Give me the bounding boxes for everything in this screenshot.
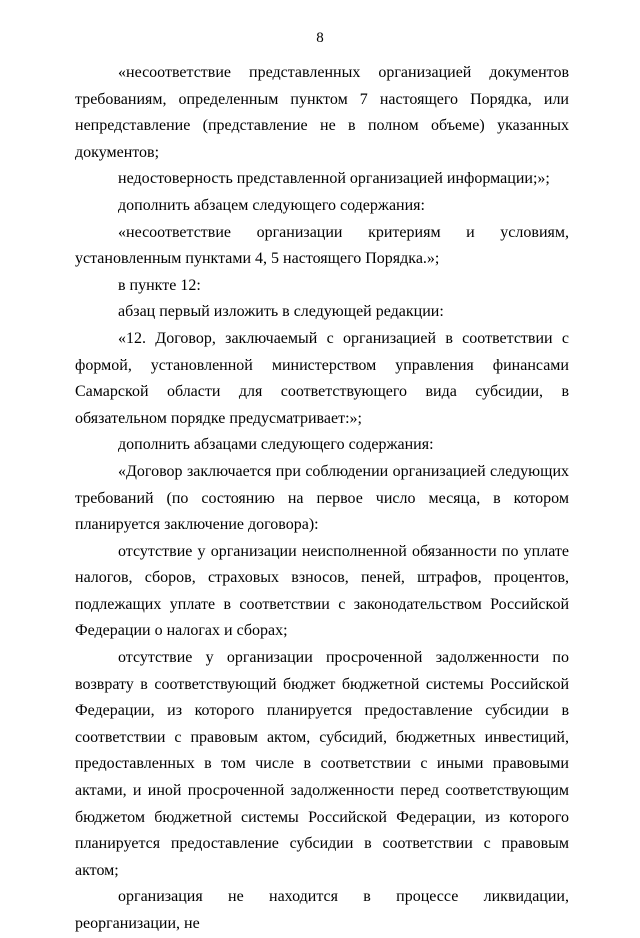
- paragraph: отсутствие у организации неисполненной обязанности по уплате налогов, сборов, страховых взносов, пеней, штрафов, процентов, подлежащих уплате в соответствии с законодательством Российской Федерации о налогах и сборах;: [75, 542, 569, 640]
- paragraph: дополнить абзацем следующего содержания:: [118, 196, 425, 214]
- paragraph: отсутствие у организации просроченной задолженности по возврату в соответствующий бюджет бюджетной системы Российской Федерации, из которого планируется предоставление субсидии в соответствии с правовым актом, субсидий, бюджетных инвестиций, предоставленных в том числе в соответствии с иными правовыми актами, и иной просроченной задолженности перед соответствующим бюджетом бюджетной системы Российской Федерации, из которого планируется предоставление субсидии в соответствии с правовым актом;: [75, 649, 569, 879]
- paragraph: абзац первый изложить в следующей редакции:: [118, 303, 444, 321]
- paragraph: в пункте 12:: [118, 276, 201, 294]
- paragraph: «несоответствие организации критериям и условиям, установленным пунктами 4, 5 настоящего Порядка.»;: [75, 223, 569, 268]
- paragraph: «12. Договор, заключаемый с организацией в соответствии с формой, установленной министерством управления финансами Самарской области для соответствующего вида субсидии, в обязательном порядке предусматривает:»;: [75, 329, 569, 427]
- paragraph: недостоверность представленной организацией информации;»;: [118, 170, 550, 188]
- paragraph: «несоответствие представленных организацией документов требованиям, определенным пунктом 7 настоящего Порядка, или непредставление (представление не в полном объеме) указанных документов;: [75, 64, 569, 161]
- document-body: [75, 60, 569, 938]
- paragraph: дополнить абзацами следующего содержания:: [118, 436, 434, 454]
- paragraph: «Договор заключается при соблюдении организацией следующих требований (по состоянию на первое число месяца, в котором планируется заключение договора):: [75, 462, 569, 534]
- paragraph: организация не находится в процессе ликвидации, реорганизации, не: [75, 888, 569, 932]
- page-number: 8: [316, 30, 324, 46]
